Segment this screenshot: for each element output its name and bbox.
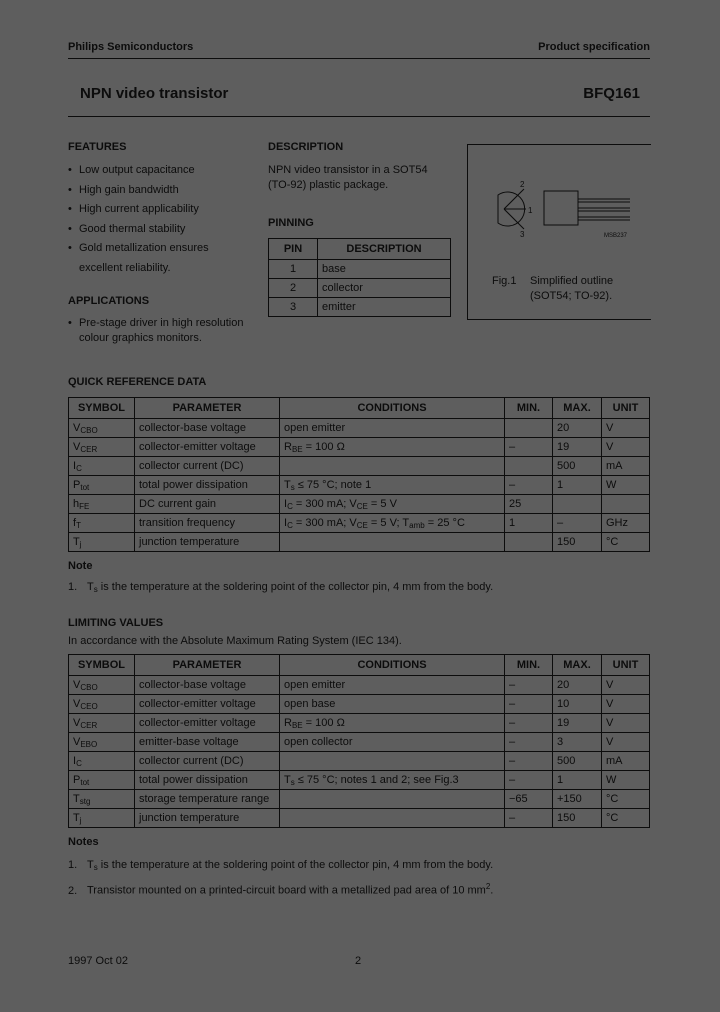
symbol-cell bbox=[69, 514, 135, 533]
table-row bbox=[69, 438, 650, 457]
symbol-subscript: j bbox=[79, 815, 82, 825]
conditions-cell bbox=[280, 714, 505, 733]
min-cell: – bbox=[505, 676, 553, 695]
conditions-cell bbox=[280, 514, 505, 533]
unit-cell: W bbox=[602, 476, 650, 495]
list-item: • Low output capacitance bbox=[68, 161, 209, 181]
table-row bbox=[269, 279, 451, 298]
symbol-cell bbox=[69, 733, 135, 752]
note-item bbox=[68, 580, 493, 597]
unit-cell: V bbox=[602, 714, 650, 733]
condition-text: open collector bbox=[284, 736, 353, 748]
table-row bbox=[69, 514, 650, 533]
note-number: 2. bbox=[68, 884, 78, 897]
symbol-subscript: FE bbox=[79, 501, 90, 511]
symbol-subscript: tot bbox=[80, 482, 90, 492]
column-header: MAX. bbox=[553, 655, 602, 676]
column-header: PARAMETER bbox=[135, 655, 280, 676]
symbol: T bbox=[73, 792, 80, 805]
conditions-cell bbox=[280, 438, 505, 457]
symbol-subscript: C bbox=[76, 758, 82, 768]
quick-reference-heading: QUICK REFERENCE DATA bbox=[68, 376, 207, 388]
pin-number: 3 bbox=[269, 298, 318, 317]
condition-text: = 300 mA; V bbox=[292, 497, 357, 510]
symbol-cell bbox=[69, 533, 135, 552]
max-cell: 150 bbox=[553, 533, 602, 552]
condition-subscript: s bbox=[290, 777, 295, 787]
limiting-values-notes-heading: Notes bbox=[68, 836, 99, 848]
list-item: • High current applicability bbox=[68, 200, 209, 220]
parameter-cell: collector-emitter voltage bbox=[135, 714, 280, 733]
column-header: MAX. bbox=[553, 398, 602, 419]
table-row bbox=[69, 533, 650, 552]
condition-text: open emitter bbox=[284, 422, 346, 434]
note-text: is the temperature at the soldering point of the collector pin, 4 mm from the body. bbox=[97, 581, 494, 593]
unit-cell: W bbox=[602, 771, 650, 790]
min-cell bbox=[505, 419, 553, 438]
symbol-cell bbox=[69, 714, 135, 733]
condition-text: = 25 °C bbox=[424, 516, 465, 529]
figure-code: MSB237 bbox=[604, 233, 628, 239]
symbol-cell bbox=[69, 495, 135, 514]
condition-text: I bbox=[284, 497, 288, 510]
unit-cell: mA bbox=[602, 457, 650, 476]
symbol-subscript: C bbox=[76, 463, 82, 473]
conditions-cell bbox=[280, 809, 505, 828]
applications-list bbox=[68, 316, 243, 346]
features-list bbox=[68, 161, 209, 278]
parameter-cell: collector-base voltage bbox=[135, 676, 280, 695]
note-item bbox=[68, 856, 493, 877]
condition-text: = 100 Ω bbox=[302, 440, 345, 453]
list-item bbox=[68, 239, 209, 278]
symbol-cell bbox=[69, 676, 135, 695]
unit-cell: °C bbox=[602, 533, 650, 552]
pin-description: collector bbox=[318, 279, 451, 298]
description-heading: DESCRIPTION bbox=[268, 141, 344, 153]
conditions-cell bbox=[280, 533, 505, 552]
symbol: V bbox=[73, 440, 81, 453]
conditions-cell bbox=[280, 752, 505, 771]
symbol: f bbox=[73, 516, 77, 529]
features-heading: FEATURES bbox=[68, 141, 127, 153]
max-cell: 10 bbox=[553, 695, 602, 714]
min-cell: – bbox=[505, 771, 553, 790]
table-header-row bbox=[269, 239, 451, 260]
symbol: I bbox=[73, 754, 77, 767]
condition-subscript: CE bbox=[356, 520, 368, 530]
symbol: I bbox=[73, 459, 77, 472]
condition-text: = 5 V bbox=[367, 497, 397, 510]
max-cell: 19 bbox=[553, 438, 602, 457]
limiting-values-intro: In accordance with the Absolute Maximum Rating System (IEC 134). bbox=[68, 635, 402, 647]
note-superscript: 2 bbox=[485, 882, 491, 891]
column-header: DESCRIPTION bbox=[318, 239, 451, 260]
column-header: SYMBOL bbox=[69, 655, 135, 676]
pin-label: 2 bbox=[520, 180, 525, 189]
parameter-cell: collector current (DC) bbox=[135, 457, 280, 476]
quick-reference-note-heading: Note bbox=[68, 560, 93, 572]
table-row bbox=[69, 495, 650, 514]
symbol-subscript: stg bbox=[79, 796, 91, 806]
note-symbol: T bbox=[87, 859, 94, 871]
symbol-subscript: EBO bbox=[80, 739, 98, 749]
condition-text: ≤ 75 °C; notes 1 and 2; see Fig.3 bbox=[294, 773, 459, 786]
max-cell: 3 bbox=[553, 733, 602, 752]
condition-subscript: C bbox=[287, 501, 293, 511]
max-cell: – bbox=[553, 514, 602, 533]
condition-text: = 300 mA; V bbox=[292, 516, 357, 529]
symbol: T bbox=[73, 811, 80, 824]
table-header-row bbox=[69, 398, 650, 419]
symbol-subscript: tot bbox=[80, 777, 90, 787]
max-cell: 19 bbox=[553, 714, 602, 733]
list-item-line: Gold metallization ensures bbox=[79, 242, 209, 254]
symbol: V bbox=[73, 697, 81, 710]
symbol: P bbox=[73, 478, 81, 491]
table-row bbox=[69, 809, 650, 828]
table-row bbox=[69, 476, 650, 495]
note-item bbox=[68, 877, 493, 901]
condition-subscript: s bbox=[290, 482, 295, 492]
pin-description: base bbox=[318, 260, 451, 279]
column-header: MIN. bbox=[505, 398, 553, 419]
unit-cell: GHz bbox=[602, 514, 650, 533]
list-item: • High gain bandwidth bbox=[68, 181, 209, 201]
symbol-cell bbox=[69, 438, 135, 457]
conditions-cell bbox=[280, 676, 505, 695]
note-symbol-subscript: s bbox=[93, 585, 98, 594]
symbol-subscript: T bbox=[76, 520, 81, 530]
condition-text: = 5 V; T bbox=[367, 516, 410, 529]
condition-text: ≤ 75 °C; note 1 bbox=[294, 478, 372, 491]
parameter-cell: total power dissipation bbox=[135, 771, 280, 790]
column-header: CONDITIONS bbox=[280, 398, 505, 419]
pin-label: 1 bbox=[528, 206, 533, 215]
table-row bbox=[69, 676, 650, 695]
symbol: V bbox=[73, 421, 81, 434]
symbol-subscript: CBO bbox=[80, 682, 98, 692]
max-cell: 150 bbox=[553, 809, 602, 828]
symbol-cell bbox=[69, 752, 135, 771]
unit-cell: °C bbox=[602, 790, 650, 809]
condition-subscript: C bbox=[287, 520, 293, 530]
max-cell: 500 bbox=[553, 457, 602, 476]
parameter-cell: collector-emitter voltage bbox=[135, 438, 280, 457]
condition-text: I bbox=[284, 516, 288, 529]
table-row bbox=[69, 419, 650, 438]
list-item-line: colour graphics monitors. bbox=[79, 332, 202, 344]
condition-subscript: amb bbox=[409, 520, 425, 530]
caption-line: Simplified outline bbox=[530, 275, 614, 287]
column-header: UNIT bbox=[602, 398, 650, 419]
min-cell: 1 bbox=[505, 514, 553, 533]
title-rule bbox=[68, 116, 650, 117]
unit-cell: V bbox=[602, 419, 650, 438]
parameter-cell: junction temperature bbox=[135, 533, 280, 552]
figure-caption bbox=[530, 274, 613, 304]
condition-text: R bbox=[284, 716, 292, 729]
pin-number: 2 bbox=[269, 279, 318, 298]
parameter-cell: collector-base voltage bbox=[135, 419, 280, 438]
unit-cell bbox=[602, 495, 650, 514]
pinning-heading: PINNING bbox=[268, 217, 314, 229]
conditions-cell bbox=[280, 495, 505, 514]
max-cell: 1 bbox=[553, 476, 602, 495]
parameter-cell: storage temperature range bbox=[135, 790, 280, 809]
column-header: PARAMETER bbox=[135, 398, 280, 419]
condition-text: = 100 Ω bbox=[302, 716, 345, 729]
column-header: UNIT bbox=[602, 655, 650, 676]
column-header: SYMBOL bbox=[69, 398, 135, 419]
max-cell: +150 bbox=[553, 790, 602, 809]
symbol: V bbox=[73, 735, 81, 748]
min-cell: – bbox=[505, 695, 553, 714]
description-line: (TO-92) plastic package. bbox=[268, 179, 389, 191]
quick-reference-table bbox=[68, 397, 650, 552]
min-cell bbox=[505, 457, 553, 476]
symbol: V bbox=[73, 716, 81, 729]
symbol-cell bbox=[69, 771, 135, 790]
figure-label: Fig.1 bbox=[492, 275, 517, 287]
column-header: CONDITIONS bbox=[280, 655, 505, 676]
table-row bbox=[69, 733, 650, 752]
column-header: MIN. bbox=[505, 655, 553, 676]
table-row bbox=[69, 771, 650, 790]
min-cell: −65 bbox=[505, 790, 553, 809]
parameter-cell: total power dissipation bbox=[135, 476, 280, 495]
unit-cell: °C bbox=[602, 809, 650, 828]
max-cell: 20 bbox=[553, 676, 602, 695]
symbol-cell bbox=[69, 695, 135, 714]
pin-number: 1 bbox=[269, 260, 318, 279]
list-item-line: excellent reliability. bbox=[79, 261, 171, 274]
unit-cell: V bbox=[602, 676, 650, 695]
header-rule bbox=[68, 58, 650, 59]
footer-date: 1997 Oct 02 bbox=[68, 955, 128, 967]
note-text: Transistor mounted on a printed-circuit board with a metallized pad area of 10 mm bbox=[87, 884, 486, 897]
note-symbol: T bbox=[87, 581, 94, 593]
max-cell bbox=[553, 495, 602, 514]
page-number: 2 bbox=[355, 955, 362, 967]
max-cell: 1 bbox=[553, 771, 602, 790]
symbol-subscript: CBO bbox=[80, 425, 98, 435]
document-type: Product specification bbox=[538, 41, 650, 53]
condition-text: R bbox=[284, 440, 292, 453]
table-row bbox=[269, 260, 451, 279]
conditions-cell bbox=[280, 733, 505, 752]
symbol-subscript: CEO bbox=[80, 701, 98, 711]
description-text bbox=[268, 163, 428, 193]
quick-reference-notes bbox=[68, 580, 493, 597]
symbol-subscript: CER bbox=[80, 444, 98, 454]
pinning-table bbox=[268, 238, 451, 317]
unit-cell: V bbox=[602, 695, 650, 714]
symbol-cell bbox=[69, 476, 135, 495]
min-cell: – bbox=[505, 752, 553, 771]
symbol: T bbox=[73, 535, 80, 548]
column-header: PIN bbox=[269, 239, 318, 260]
min-cell: – bbox=[505, 438, 553, 457]
applications-heading: APPLICATIONS bbox=[68, 295, 150, 307]
parameter-cell: collector-emitter voltage bbox=[135, 695, 280, 714]
parameter-cell: junction temperature bbox=[135, 809, 280, 828]
limiting-values-table bbox=[68, 654, 650, 828]
symbol-cell bbox=[69, 419, 135, 438]
product-title: NPN video transistor bbox=[80, 85, 229, 102]
parameter-cell: DC current gain bbox=[135, 495, 280, 514]
caption-line: (SOT54; TO-92). bbox=[530, 290, 613, 302]
condition-subscript: BE bbox=[291, 720, 303, 730]
table-row bbox=[69, 457, 650, 476]
conditions-cell bbox=[280, 476, 505, 495]
table-header-row bbox=[69, 655, 650, 676]
symbol: P bbox=[73, 773, 81, 786]
list-item bbox=[68, 316, 243, 346]
description-line: NPN video transistor in a SOT54 bbox=[268, 164, 428, 176]
max-cell: 20 bbox=[553, 419, 602, 438]
table-row bbox=[269, 298, 451, 317]
table-row bbox=[69, 695, 650, 714]
table-row bbox=[69, 752, 650, 771]
condition-subscript: BE bbox=[291, 444, 303, 454]
conditions-cell bbox=[280, 457, 505, 476]
condition-text: T bbox=[284, 773, 291, 786]
min-cell: – bbox=[505, 714, 553, 733]
company-name: Philips Semiconductors bbox=[68, 41, 194, 53]
unit-cell: mA bbox=[602, 752, 650, 771]
note-symbol-subscript: s bbox=[93, 863, 98, 872]
min-cell: 25 bbox=[505, 495, 553, 514]
symbol-cell bbox=[69, 457, 135, 476]
pin-label: 3 bbox=[520, 230, 525, 239]
condition-text: T bbox=[284, 478, 291, 491]
parameter-cell: collector current (DC) bbox=[135, 752, 280, 771]
min-cell: – bbox=[505, 809, 553, 828]
conditions-cell bbox=[280, 771, 505, 790]
note-text: . bbox=[490, 884, 494, 897]
note-number: 1. bbox=[68, 581, 78, 593]
min-cell: – bbox=[505, 733, 553, 752]
symbol-subscript: CER bbox=[80, 720, 98, 730]
unit-cell: V bbox=[602, 438, 650, 457]
condition-text: open base bbox=[284, 698, 336, 710]
pin-description: emitter bbox=[318, 298, 451, 317]
list-item-line: Pre-stage driver in high resolution bbox=[79, 317, 244, 329]
min-cell: – bbox=[505, 476, 553, 495]
table-row bbox=[69, 790, 650, 809]
parameter-cell: transition frequency bbox=[135, 514, 280, 533]
limiting-values-heading: LIMITING VALUES bbox=[68, 617, 164, 629]
symbol: h bbox=[73, 497, 80, 510]
figure-outline-box bbox=[467, 144, 651, 320]
symbol: V bbox=[73, 678, 81, 691]
max-cell: 500 bbox=[553, 752, 602, 771]
package-side-view bbox=[544, 191, 578, 225]
note-number: 1. bbox=[68, 859, 78, 871]
condition-text: open emitter bbox=[284, 679, 346, 691]
symbol-cell bbox=[69, 809, 135, 828]
condition-subscript: CE bbox=[356, 501, 368, 511]
unit-cell: V bbox=[602, 733, 650, 752]
list-item: • Good thermal stability bbox=[68, 220, 209, 240]
note-text: is the temperature at the soldering point of the collector pin, 4 mm from the body. bbox=[97, 859, 494, 871]
conditions-cell bbox=[280, 419, 505, 438]
conditions-cell bbox=[280, 790, 505, 809]
table-row bbox=[69, 714, 650, 733]
product-type: BFQ161 bbox=[583, 85, 640, 102]
symbol-cell bbox=[69, 790, 135, 809]
parameter-cell: emitter-base voltage bbox=[135, 733, 280, 752]
limiting-values-notes bbox=[68, 856, 493, 901]
symbol-subscript: j bbox=[79, 539, 82, 549]
conditions-cell bbox=[280, 695, 505, 714]
min-cell bbox=[505, 533, 553, 552]
